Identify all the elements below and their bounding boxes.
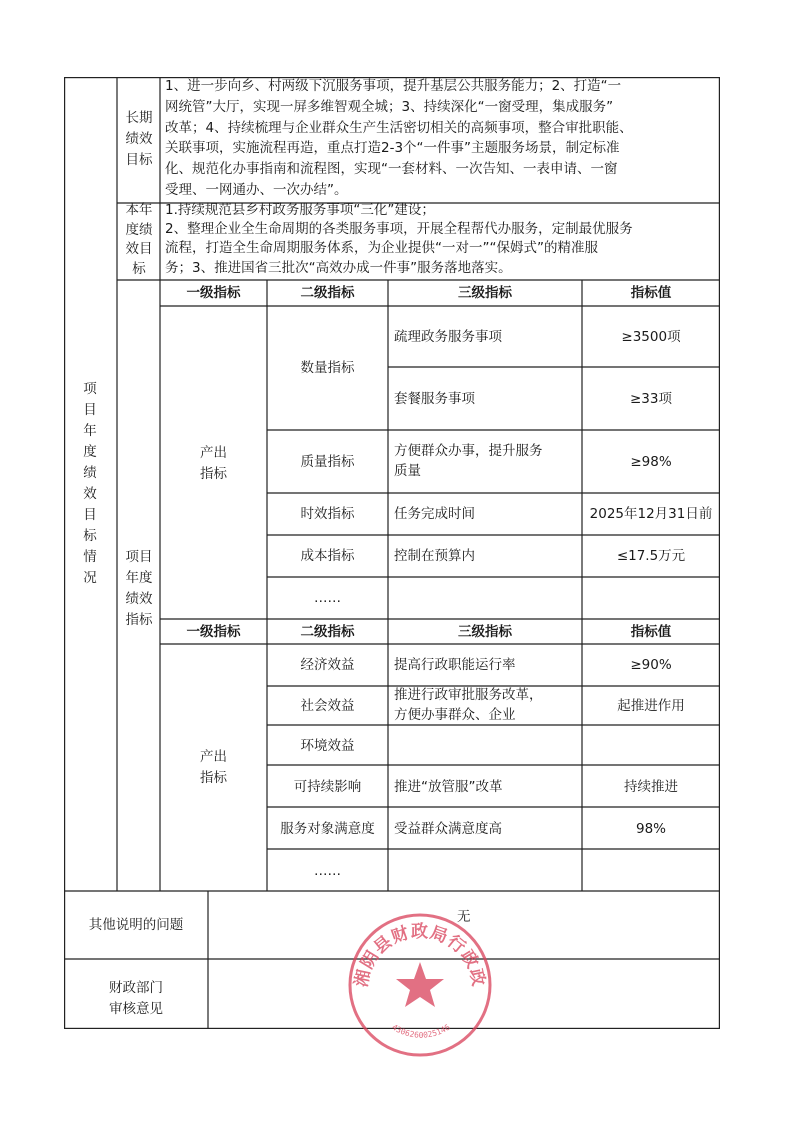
- value-economic: ≥90%: [630, 657, 672, 673]
- annual-label: 本年 度绩 效目 标: [125, 202, 153, 277]
- header-value: 指标值: [630, 285, 672, 301]
- seal-serial: 4306260025146: [390, 1022, 452, 1040]
- value-sustainability: 持续推进: [624, 779, 678, 795]
- level2-ellipsis-1: ……: [314, 590, 341, 606]
- header-level3: 三级指标: [458, 285, 512, 301]
- header-level1: 一级指标: [186, 285, 241, 301]
- level2-timeliness: 时效指标: [300, 506, 355, 522]
- level2-cost: 成本指标: [300, 548, 355, 564]
- group1-level1: 产出 指标: [200, 445, 227, 482]
- level3-sustainability: 推进“放管服”改革: [394, 779, 503, 795]
- level3-row4: 任务完成时间: [394, 506, 475, 522]
- official-seal: [345, 910, 495, 1060]
- group2-level1: 产出 指标: [200, 749, 227, 786]
- value-row3: ≥98%: [630, 454, 672, 470]
- long-term-label: 长期 绩效 目标: [125, 110, 153, 168]
- value-social: 起推进作用: [617, 698, 685, 714]
- header2-level3: 三级指标: [458, 624, 512, 640]
- performance-form: [64, 77, 720, 1029]
- svg-text:4306260025146: [390, 1023, 452, 1040]
- level3-row1: 疏理政务服务事项: [394, 329, 502, 345]
- level3-social: 推进行政审批服务改革， 方便办事群众、企业: [394, 687, 543, 723]
- level2-social: 社会效益: [300, 698, 355, 714]
- value-row5: ≤17.5万元: [616, 548, 686, 564]
- level3-row2: 套餐服务事项: [394, 391, 475, 407]
- level2-ellipsis-2: ……: [314, 863, 341, 879]
- level3-row3: 方便群众办事，提升服务 质量: [394, 443, 543, 479]
- level2-economic: 经济效益: [300, 657, 355, 673]
- other-notes-label: 其他说明的问题: [88, 917, 184, 933]
- section-title: 项 目 年 度 绩 效 目 标 情 况: [83, 381, 97, 586]
- value-satisfaction: 98%: [635, 821, 666, 837]
- annual-content: 1.持续规范县乡村政务服务事项“三化”建设； 2、整理企业全生命周期的各类服务事项，开展全程帮代办服务，定制最优服务 流程，打造全生命周期服务体系，为企业提供“一对一”“保姆式”的精准服 务；3、推进国省三批次“高效办成一件事”服务落地落实。: [165, 202, 633, 276]
- indicators-label: 项目 年度 绩效 指标: [125, 549, 153, 628]
- level2-quality: 质量指标: [300, 454, 355, 470]
- value-row2: ≥33项: [630, 391, 672, 407]
- level3-satisfaction: 受益群众满意度高: [394, 821, 502, 837]
- seal-text: 湘阴县财政局行政政: [351, 922, 489, 989]
- value-row1: ≥3500项: [621, 329, 681, 345]
- level2-environment: 环境效益: [300, 738, 355, 754]
- value-row4: 2025年12月31日前: [589, 506, 713, 522]
- level2-satisfaction: 服务对象满意度: [280, 821, 375, 837]
- header2-level1: 一级指标: [186, 624, 241, 640]
- level2-sustainability: 可持续影响: [293, 779, 362, 795]
- header2-value: 指标值: [630, 624, 672, 640]
- other-notes-value: 无: [457, 909, 471, 925]
- long-term-content: 1、进一步向乡、村两级下沉服务事项，提升基层公共服务能力；2、打造“一 网统管”大厅，实现一屏多维智观全城；3、持续深化“一窗受理，集成服务” 改革；4、持续梳理与企业群众生产生活密切相关的高频事项，整合审批职能、 关联事项，实施流程再造，重点打造2-3个“一件事”主题服务场景，制定标准 化、规范化办事指南和流程图，实现“一套材料、一次告知、一表申请、一窗 受理、一网通办、一次办结”。: [165, 78, 633, 198]
- review-label: 财政部门 审核意见: [109, 980, 163, 1017]
- level2-quantity: 数量指标: [300, 360, 355, 376]
- header-level2: 二级指标: [300, 285, 355, 301]
- level3-row5: 控制在预算内: [394, 548, 475, 564]
- level3-economic: 提高行政职能运行率: [394, 657, 516, 673]
- header2-level2: 二级指标: [300, 624, 355, 640]
